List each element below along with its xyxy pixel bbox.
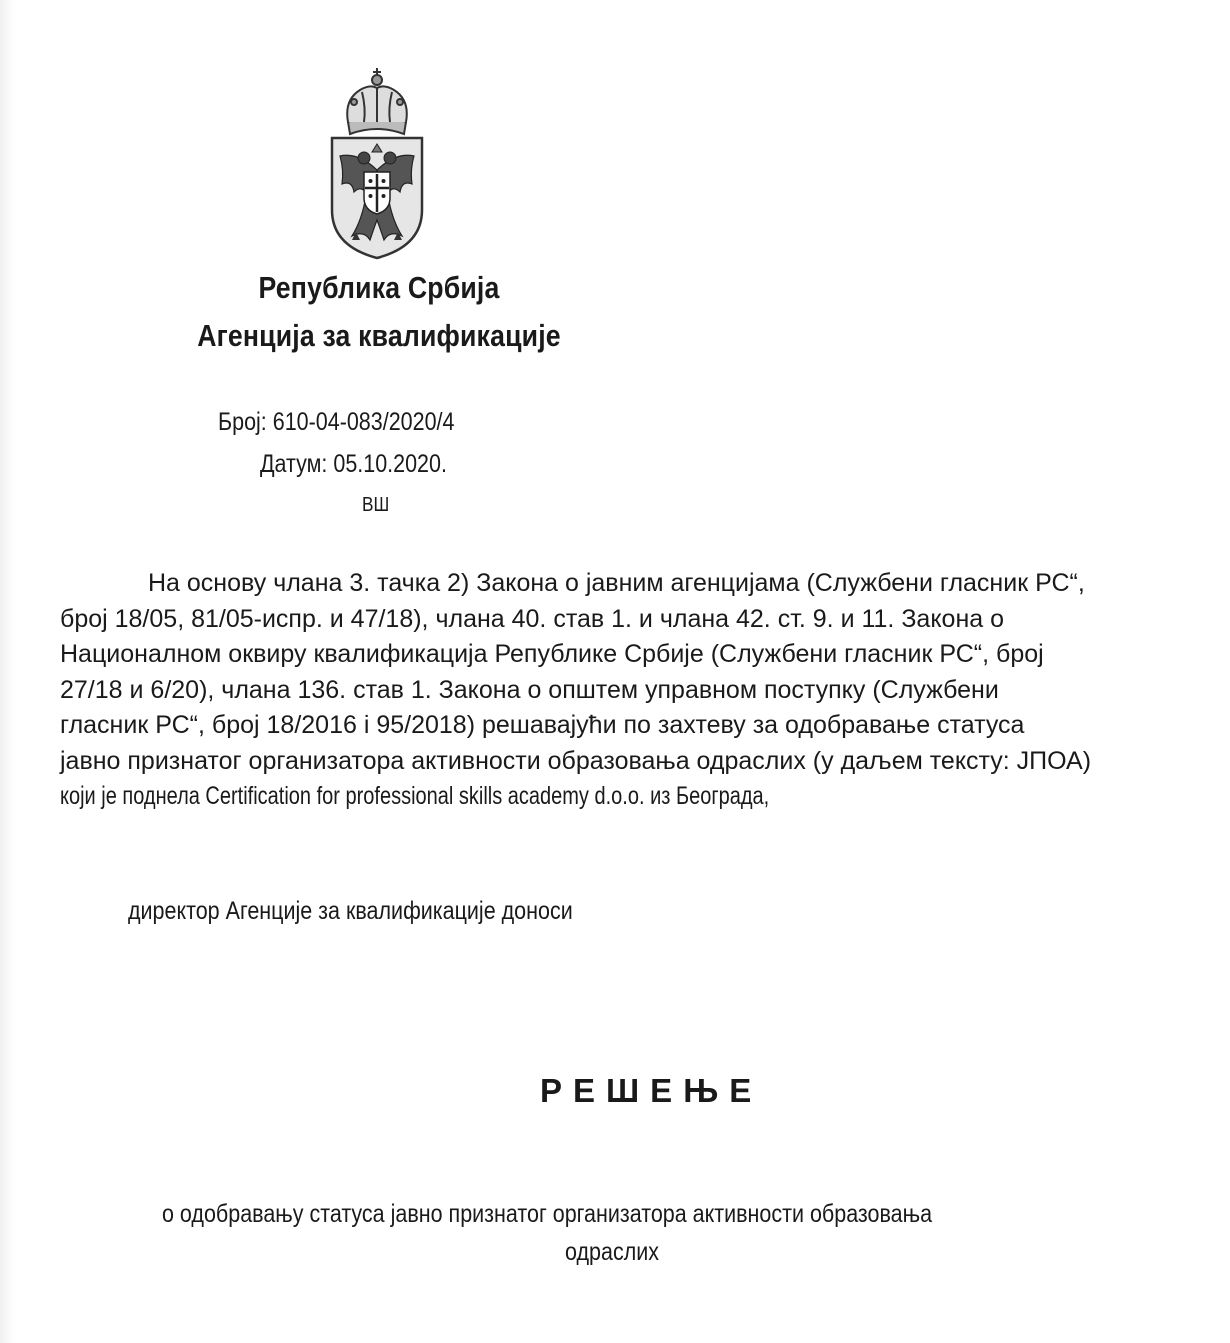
paragraph-line: На основу члана 3. тачка 2) Закона о јавним агенцијама (Службени гласник РС“, xyxy=(148,569,1085,597)
decision-title: РЕШЕЊЕ xyxy=(540,1072,763,1109)
agency-name: Агенција за квалификације xyxy=(197,318,561,353)
paragraph-line: 27/18 и 6/20), члана 136. став 1. Закона о општем управном поступку (Службени xyxy=(60,675,999,704)
document-number: Број: 610-04-083/2020/4 xyxy=(218,408,455,436)
director-statement: директор Агенције за квалификације доноси xyxy=(128,897,573,925)
decision-subject-line-2: одраслих xyxy=(565,1238,660,1266)
decision-subject-line-1: о одобравању статуса јавно признатог организатора активности образовања xyxy=(162,1200,933,1228)
scan-edge-shadow xyxy=(0,0,14,1343)
document-date: Датум: 05.10.2020. xyxy=(260,450,447,478)
country-name: Република Србија xyxy=(258,270,500,305)
paragraph-line: број 18/05, 81/05-испр. и 47/18), члана 40. став 1. и члана 42. ст. 9. и 11. Закона о xyxy=(60,604,1005,633)
legal-basis-paragraph xyxy=(60,566,1195,815)
paragraph-line: гласник РС“, број 18/2016 і 95/2018) решавајући по захтеву за одобравање статуса xyxy=(60,711,1025,739)
author-initials: ВШ xyxy=(362,494,390,516)
paragraph-line: јавно признатог организатора активности образовања одраслих (у даљем тексту: ЈПОА) xyxy=(60,746,1092,775)
coat-of-arms-icon xyxy=(318,60,436,260)
paragraph-line: који је поднела Certification for professional skills academy d.o.o. из Београда, xyxy=(60,782,770,810)
paragraph-line: Националном оквиру квалификација Републике Србије (Службени гласник РС“, број xyxy=(60,640,1044,668)
